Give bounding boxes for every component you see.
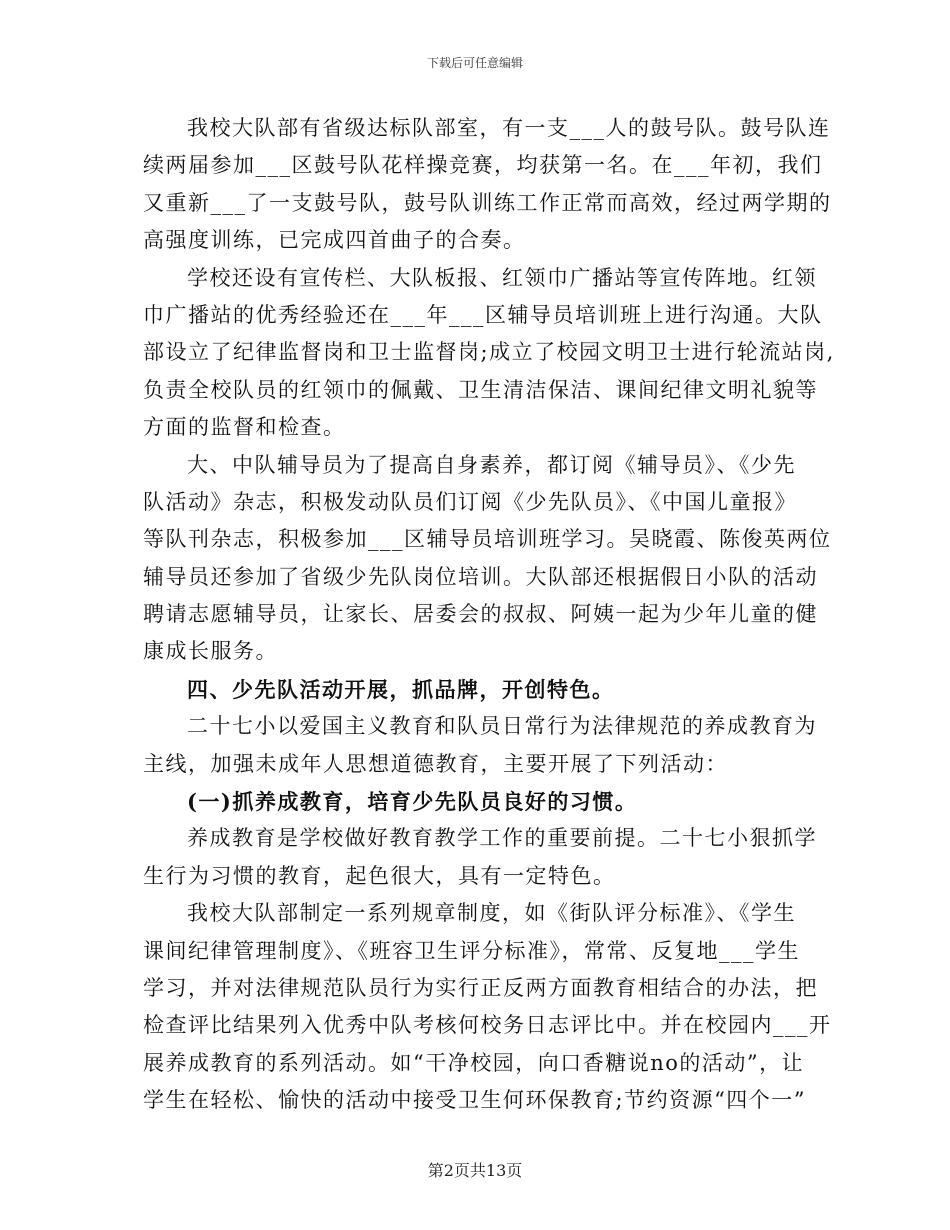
paragraph-line: 负责全校队员的红领巾的佩戴、卫生清洁保洁、课间纪律文明礼貌等 xyxy=(143,377,818,402)
subsection-heading: (一)抓养成教育，培育少先队员良好的习惯。 xyxy=(187,789,638,815)
paragraph-line: 我校大队部制定一系列规章制度，如《街队评分标准》、《学生 xyxy=(187,901,796,926)
page-header: 下载后可任意编辑 xyxy=(426,56,523,70)
paragraph-line: 学生在轻松、愉快的活动中接受卫生何环保教育;节约资源“四个一” xyxy=(143,1088,807,1113)
paragraph-line: 巾广播站的优秀经验还在___年___区辅导员培训班上进行沟通。大队 xyxy=(143,302,823,327)
paragraph-line: 二十七小以爱国主义教育和队员日常行为法律规范的养成教育为 xyxy=(187,714,817,739)
page-number-footer: 第2页共13页 xyxy=(427,1161,523,1180)
paragraph-line: 聘请志愿辅导员，让家长、居委会的叔叔、阿姨一起为少年儿童的健 xyxy=(143,602,818,627)
paragraph-line: 我校大队部有省级达标队部室，有一支___人的鼓号队。鼓号队连 xyxy=(187,116,831,140)
paragraph-line: 养成教育是学校做好教育教学工作的重要前提。二十七小狠抓学 xyxy=(187,826,817,851)
paragraph-line: 方面的监督和检查。 xyxy=(143,415,346,440)
paragraph-line: 辅导员还参加了省级少先队岗位培训。大队部还根据假日小队的活动 xyxy=(143,564,818,589)
section-heading: 四、少先队活动开展，抓品牌，开创特色。 xyxy=(187,676,615,702)
paragraph-line: 康成长服务。 xyxy=(143,639,278,664)
paragraph-line: 展养成教育的系列活动。如“干净校园，向口香糖说no的活动”，让 xyxy=(143,1050,805,1075)
paragraph-line: 课间纪律管理制度》、《班容卫生评分标准》，常常、反复地___学生 xyxy=(143,938,800,963)
paragraph-line: 部设立了纪律监督岗和卫士监督岗;成立了校园文明卫士进行轮流站岗, xyxy=(143,340,835,365)
paragraph-line: 又重新___了一支鼓号队，鼓号队训练工作正常而高效，经过两学期的 xyxy=(143,190,832,215)
paragraph-line: 高强度训练，已完成四首曲子的合奏。 xyxy=(143,228,526,253)
paragraph-line: 生行为习惯的教育，起色很大，具有一定特色。 xyxy=(143,863,616,888)
paragraph-line: 续两届参加___区鼓号队花样操竞赛，均获第一名。在___年初，我们 xyxy=(143,153,823,178)
paragraph-line: 学校还设有宣传栏、大队板报、红领巾广播站等宣传阵地。红领 xyxy=(187,265,817,290)
paragraph-line: 学习，并对法律规范队员行为实行正反两方面教育相结合的办法，把 xyxy=(143,975,818,1000)
paragraph-line: 等队刊杂志，积极参加___区辅导员培训班学习。吴晓霞、陈俊英两位 xyxy=(143,527,832,552)
paragraph-line: 主线，加强未成年人思想道德教育，主要开展了下列活动： xyxy=(143,751,728,776)
document-body xyxy=(143,110,835,1120)
paragraph-line: 检查评比结果列入优秀中队考核何校务日志评比中。并在校园内___开 xyxy=(143,1013,832,1038)
paragraph-line: 大、中队辅导员为了提高自身素养，都订阅《辅导员》、《少先 xyxy=(187,452,796,477)
paragraph-line: 队活动》杂志，积极发动队员们订阅《少先队员》、《中国儿童报》 xyxy=(143,489,797,514)
